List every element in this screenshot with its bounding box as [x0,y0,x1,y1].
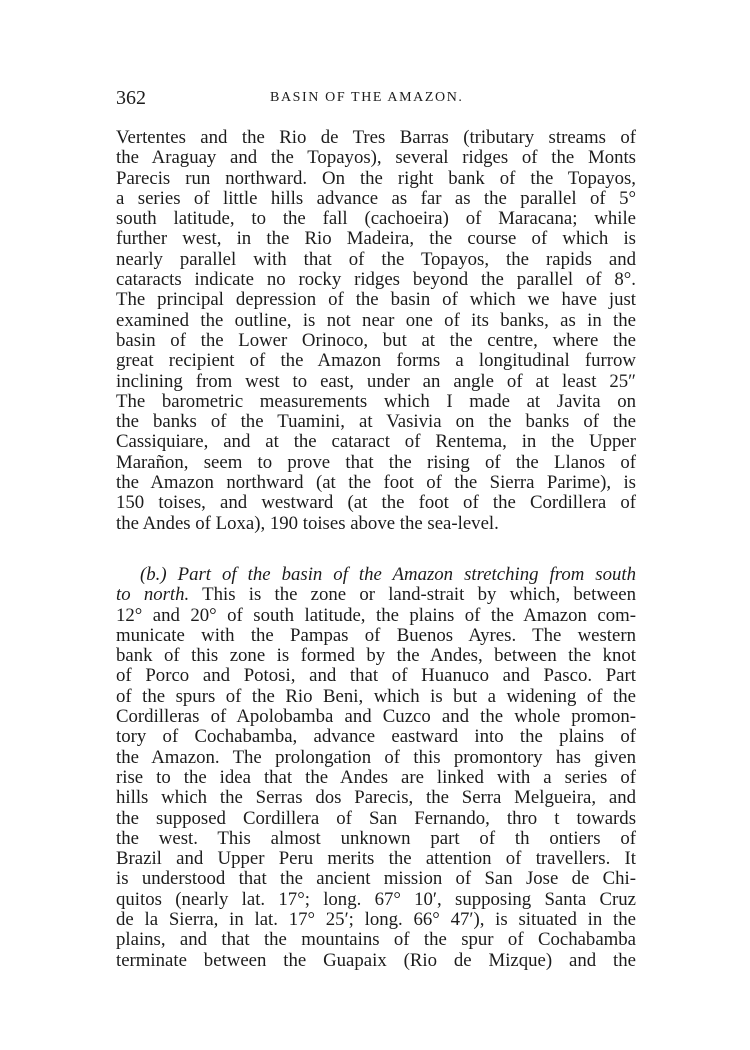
text-line: terminate between the Guapaix (Rio de Mizque) and the [116,949,636,971]
text-line: of Porco and Potosi, and that of Huanuco and Pasco. Part [116,665,636,687]
text-line: quitos (nearly lat. 17°; long. 67° 10′, supposing Santa Cruz [116,888,636,910]
text-line: the Amazon. The prolongation of this promontory has given [116,746,636,768]
text-line: hills which the Serras dos Parecis, the Serra Melgueira, and [116,787,636,809]
text-line: The barometric measurements which I made at Javita on [116,390,636,412]
text-line: cataracts indicate no rocky ridges beyond the parallel of 8°. [116,269,636,291]
page-header [116,86,636,112]
page-number: 362 [116,87,146,109]
text-line: bank of this zone is formed by the Andes, between the knot [116,645,636,667]
text-line: tory of Cochabamba, advance eastward into the plains of [116,726,636,748]
paragraph-2 [116,565,636,971]
text-line: rise to the idea that the Andes are linked with a series of [116,766,636,788]
text-line: plains, and that the mountains of the spur of Cochabamba [116,929,636,951]
text-line: 150 toises, and westward (at the foot of the Cordillera of [116,492,636,514]
text-line: basin of the Lower Orinoco, but at the centre, where the [116,329,636,351]
text-line: Vertentes and the Rio de Tres Barras (tributary streams of [116,127,636,148]
text-line: the Andes of Loxa), 190 toises above the sea-level. [116,512,499,534]
text-line: de la Sierra, in lat. 17° 25′; long. 66° 47′), is situated in the [116,909,636,931]
text-line: Marañon, seem to prove that the rising of the Llanos of [116,451,636,473]
section-heading: Part of the basin of the Amazon stretching from south [177,564,636,585]
text-line: great recipient of the Amazon forms a longitudinal furrow [116,350,636,372]
section-heading-continued: to north. [116,584,190,606]
text-line: The principal depression of the basin of which we have just [116,289,636,311]
text-line: municate with the Pampas of Buenos Ayres. The western [116,624,636,646]
text-fragment: This is the zone or land-strait by which, between [202,584,636,606]
text-line: the Amazon northward (at the foot of the Sierra Parime), is [116,472,636,494]
text-line: Parecis run northward. On the right bank of the Topayos, [116,167,636,189]
text-line: is understood that the ancient mission of San Jose de Chi- [116,868,636,890]
text-line: the supposed Cordillera of San Fernando, thro t towards [116,807,636,829]
text-line: Cordilleras of Apolobamba and Cuzco and the whole promon- [116,706,636,728]
text-line: Brazil and Upper Peru merits the attention of travellers. It [116,848,636,870]
text-line: the west. This almost unknown part of th ontiers of [116,827,636,849]
text-line: a series of little hills advance as far as the parallel of 5° [116,187,636,209]
text-line: nearly parallel with that of the Topayos, the rapids and [116,248,636,270]
section-heading-line [116,565,636,585]
section-marker: (b.) [140,564,167,585]
text-line: the banks of the Tuamini, at Vasivia on the banks of the [116,411,636,433]
section-heading-line [116,585,636,605]
text-line: inclining from west to east, under an angle of at least 25″ [116,370,636,392]
paragraph-1 [116,128,636,534]
text-line: Cassiquiare, and at the cataract of Rentema, in the Upper [116,431,636,453]
text-line: south latitude, to the fall (cachoeira) of Maracana; while [116,208,636,230]
text-line: examined the outline, is not near one of its banks, as in the [116,309,636,331]
text-line: further west, in the Rio Madeira, the course of which is [116,228,636,250]
running-title: BASIN OF THE AMAZON. [270,90,464,105]
text-line: 12° and 20° of south latitude, the plains of the Amazon com- [116,604,636,626]
text-line: of the spurs of the Rio Beni, which is but a widening of the [116,685,636,707]
text-line: the Araguay and the Topayos), several ridges of the Monts [116,147,636,169]
